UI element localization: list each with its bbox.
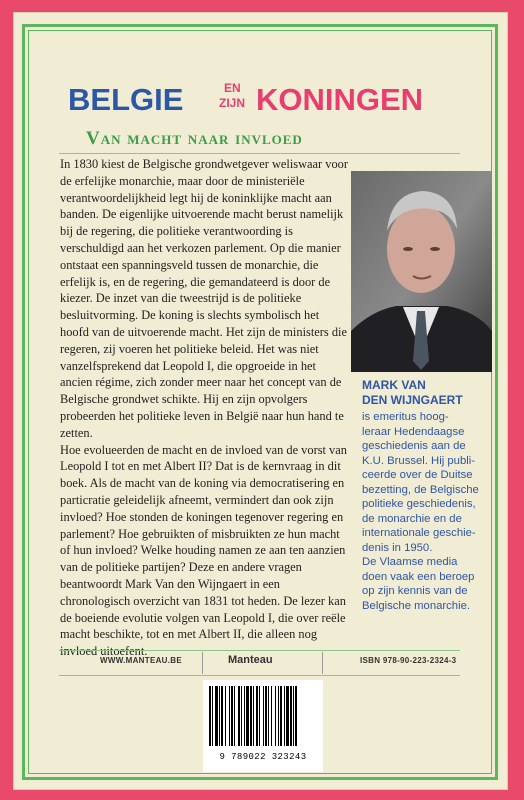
blurb-text [60, 156, 350, 660]
barcode-bar [219, 686, 220, 746]
barcode-bar [209, 686, 211, 746]
barcode-bar [265, 686, 267, 746]
author-photo [351, 171, 492, 372]
barcode-bar [259, 686, 260, 746]
author-name [362, 378, 502, 408]
footer [60, 652, 460, 674]
barcode-bar [234, 686, 235, 746]
author-name-line1: MARK VAN [362, 378, 426, 392]
barcode-bar [229, 686, 230, 746]
bio-line: K.U. Brussel. Hij publi- [362, 454, 476, 467]
barcode-bar [271, 686, 272, 746]
title-belgie: BELGIE [68, 82, 184, 117]
isbn-text: ISBN 978-90-223-2324-3 [360, 656, 457, 665]
bio-line: geschiedenis aan de [362, 440, 466, 452]
bio-line: politieke geschiedenis, [362, 498, 476, 510]
barcode-bar [263, 686, 264, 746]
bio-line: ceerde over de Duitse [362, 469, 473, 481]
top-divider [59, 153, 460, 154]
barcode-bar [231, 686, 233, 746]
barcode-bar [238, 686, 240, 746]
blurb-paragraph: In 1830 kiest de Belgische grondwetgever weliswaar voor de erfelijke monarchie, maar door de ministeriële verantwoordelijkheid legt hij de koninklijke macht aan banden. De eigenlijke uitvoerende macht berust namelijk bij de regering, die politieke verantwoording is verschuldigd aan het verkozen parlement. Op die manier ontstaat een spanningsveld tussen de monarchie, die erfelijk is, en de regering, die gemandateerd is door de kiezer. De inzet van die tweestrijd is de politieke besluitvorming. De koning is slechts symbolisch het hoofd van de uitvoerende macht. Het zijn de ministers die regeren, zij voeren het politieke beleid. Het was niet vanzelfsprekend dat Leopold I, die opgroeide in het ancien régime, zich zonder meer naar het concept van de Belgische grondwet schikte. Hij en zijn opvolgers probeerden het politieke leven in België naar hun hand te zetten. [60, 157, 348, 440]
book-subtitle: Van macht naar invloed [86, 128, 303, 149]
blurb-paragraph: Hoe evolueerden de macht en de invloed van de vorst van Leopold I tot en met Albert II? Dat is de kernvraag in dit boek. Als de macht van de koning via democratisering en particratie geleidelijk afneemt, vermindert dan ook zijn invloed? Hoe stonden de koningen tegenover regering en parlement? Hoe gebruikten of misbruikten ze hun macht of hun invloed? Welke houding namen ze aan ten aanzien van de politieke partijen? Deze en andere vragen beantwoordt Mark Van den Wijngaert in een chronologisch overzicht van 1831 tot heden. De lezer kan de boeiende evolutie volgen van Leopold I, die over reële macht beschikte, tot en met Albert II, die alleen nog invloed uitoefent. [60, 442, 347, 659]
bio-line: internationale geschie- [362, 527, 476, 539]
publisher-logo: Manteau [228, 654, 273, 666]
title-en: EN [224, 81, 241, 95]
bio-line: de monarchie en de [362, 512, 462, 525]
barcode-bar [275, 686, 276, 746]
barcode-bar [256, 686, 258, 746]
barcode-bar [293, 686, 294, 746]
barcode-bar [253, 686, 254, 746]
publisher-url: WWW.MANTEAU.BE [100, 656, 182, 665]
bio-line: De Vlaamse media [362, 556, 458, 568]
author-name-line2: DEN WIJNGAERT [362, 393, 463, 407]
barcode-bar [215, 686, 218, 746]
title-koningen: KONINGEN [256, 82, 424, 117]
barcode-bar [290, 686, 292, 746]
barcode-bar [286, 686, 289, 746]
footer-separator [322, 652, 323, 674]
bio-line: bezetting, de Belgische [362, 483, 479, 496]
barcode-bar [268, 686, 269, 746]
barcode-bar [250, 686, 252, 746]
bio-line: denis in 1950. [362, 541, 433, 554]
barcode-bar [212, 686, 213, 746]
footer-divider-top [59, 650, 460, 651]
barcode-bar [225, 686, 226, 746]
book-title [68, 82, 464, 118]
barcode-bar [280, 686, 282, 746]
barcode-bar [295, 686, 297, 746]
title-zijn: ZIJN [219, 96, 246, 110]
barcode-bar [221, 686, 223, 746]
barcode-bar [241, 686, 242, 746]
footer-divider-bottom [59, 675, 460, 676]
footer-separator [202, 652, 203, 674]
barcode-bar [244, 686, 245, 746]
barcode-bar [246, 686, 249, 746]
bio-line: doen vaak een beroep [362, 570, 475, 583]
author-bio [362, 410, 502, 613]
bio-line: op zijn kennis van de [362, 585, 468, 597]
barcode-bar [278, 686, 279, 746]
bio-line: leraar Hedendaagse [362, 425, 465, 438]
barcode-bar [284, 686, 285, 746]
bio-line: is emeritus hoog- [362, 411, 449, 423]
barcode-number: 9 789022 323243 [219, 752, 307, 762]
bio-line: Belgische monarchie. [362, 599, 471, 612]
